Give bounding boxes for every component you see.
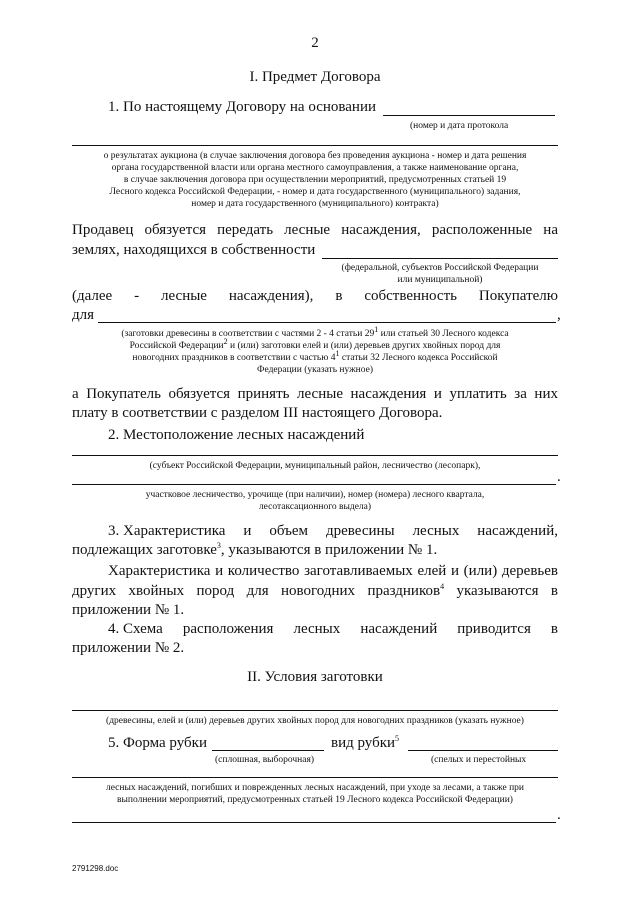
p3-word-5: лесных: [412, 523, 460, 539]
p3b-word-6: праздников$^4$: [367, 582, 445, 599]
p3b-word-7: указываются: [456, 583, 539, 599]
p3-word-4: древесины: [326, 523, 395, 539]
buyer-line-1: а Покупатель обязуется принять лесные насаждения и уплатить за них: [72, 386, 558, 402]
p3b-line-1: Характеристика и количество заготавливаемых елей и (или) деревьев: [108, 563, 558, 579]
location-hint-3: лесотаксационного выдела): [258, 502, 372, 512]
dalee-word-2: -: [134, 288, 140, 304]
seller-line-1: Продавец обязуется передать лесные насаждения, расположенные на: [72, 222, 558, 238]
form-hint: (сплошная, выборочная): [215, 755, 315, 765]
protocol-hint-line-4: Лесного кодекса Российской Федерации, - номер и дата государственного (муниципального) задания,: [109, 187, 521, 197]
p3b-word-4: для: [246, 583, 269, 599]
p3-word-1: 3. Характеристика: [108, 523, 226, 539]
location-fill-line-1: [72, 455, 558, 456]
dalee-word-7: Покупателю: [478, 288, 558, 304]
p4-word-3: лесных: [293, 621, 341, 637]
dlya-label: для: [72, 307, 95, 323]
purpose-hint-line-3: новогодних праздников в соответствии с частью $4^1$ статьи 32 Лесного кодекса Российской: [132, 348, 498, 363]
location-hint-1: (субъект Российской Федерации, муниципальный район, лесничество (лесопарк),: [149, 461, 481, 471]
protocol-hint: (номер и дата протокола: [410, 121, 509, 131]
purpose-hint-line-1: (заготовки древесины в соответствии с частями 2 - 4 статьи $29^1$ или статьей 30 Лесного кодекса: [121, 324, 509, 339]
p3b-word-1: других: [72, 583, 117, 599]
p5-kind-label: вид рубки$^5$: [331, 734, 400, 751]
p4-word-4: насаждений: [360, 621, 438, 637]
location-hint-2: участковое лесничество, урочище (при наличии), номер (номера) лесного квартала,: [145, 490, 485, 500]
section-1-heading: I. Предмет Договора: [249, 69, 381, 85]
p3-line-2: подлежащих заготовке$^3$, указываются в приложении № 1.: [72, 541, 438, 558]
purpose-hint-line-2: Российской Федерации$^2$ и (или) заготовки елей и (или) деревьев других хвойных пород для: [129, 336, 501, 351]
kind-hint-line-1: лесных насаждений, погибших и поврежденных лесных насаждений, при уходе за лесами, а также при: [105, 783, 525, 793]
protocol-hint-line-3: в случае заключения договора при осуществлении мероприятий, предусмотренных статьей 19: [123, 175, 507, 185]
p4-word-5: приводится: [457, 621, 531, 637]
seller-line-2: землях, находящихся в собственности: [72, 242, 316, 258]
purpose-hint-line-4: Федерации (указать нужное): [256, 365, 374, 375]
ownership-hint-1: (федеральной, субъектов Российской Федерации: [341, 263, 539, 273]
p4-word-6: в: [550, 621, 558, 637]
kind-fill-line-2: [72, 777, 558, 778]
kind-fill-line: [408, 750, 558, 751]
location-fill-line-2: [72, 484, 556, 485]
p3-line-1: [108, 522, 558, 541]
p3b-word-8: в: [550, 583, 558, 599]
protocol-hint-line-2: органа государственной власти или органа местного самоуправления, а также наименование органа,: [111, 163, 519, 173]
kind-hint-line-2: выполнении мероприятий, предусмотренных статьей 19 Лесного кодекса Российской Федерации): [117, 795, 513, 805]
protocol-hint-line-1: о результатах аукциона (в случае заключения договора без проведения аукциона - номер и дата решения: [103, 151, 527, 161]
final-dot: .: [557, 807, 561, 823]
p4-line-1: [108, 620, 558, 639]
ownership-fill-line: [322, 258, 558, 259]
p4-word-1: 4. Схема: [108, 621, 163, 637]
p3b-word-2: хвойных: [128, 583, 185, 599]
p3-word-3: объем: [269, 523, 309, 539]
p3b-word-5: новогодних: [281, 583, 356, 599]
dalee-word-6: собственность: [364, 288, 457, 304]
p2-location: 2. Местоположение лесных насаждений: [108, 427, 365, 443]
section-2-heading: II. Условия заготовки: [247, 669, 383, 685]
page-number: 2: [311, 35, 319, 51]
p3b-line-3: приложении № 1.: [72, 602, 185, 618]
protocol-fill-line-2: [72, 145, 558, 146]
purpose-fill-line: [98, 322, 556, 323]
dalee-line: [72, 287, 558, 306]
protocol-hint-line-5: номер и дата государственного (муниципального) контракта): [191, 199, 439, 209]
p3b-word-3: пород: [196, 583, 235, 599]
dalee-word-5: в: [335, 288, 343, 304]
p5-form-label: 5. Форма рубки: [108, 735, 207, 751]
final-fill-line: [72, 822, 556, 823]
protocol-fill-line: [383, 115, 555, 116]
ownership-hint-2: или муниципальной): [397, 275, 483, 285]
p1-lead: 1. По настоящему Договору на основании: [108, 99, 377, 115]
p3b-line-2: [72, 582, 558, 601]
p3-word-6: насаждений,: [477, 523, 558, 539]
location-dot: .: [557, 469, 561, 485]
p3-word-2: и: [243, 523, 252, 539]
purpose-comma: ,: [557, 307, 561, 323]
kind-hint: (спелых и перестойных: [431, 755, 527, 765]
form-fill-line: [212, 750, 324, 751]
p4-word-2: расположения: [182, 621, 274, 637]
doc-id: 2791298.doc: [72, 864, 119, 873]
buyer-line-2: плату в соответствии с разделом III настоящего Договора.: [72, 405, 443, 421]
dalee-word-1: (далее: [72, 288, 113, 304]
conditions-hint: (древесины, елей и (или) деревьев других хвойных пород для новогодних праздников (указать нужное): [106, 716, 524, 726]
dalee-word-3: лесные: [161, 288, 207, 304]
conditions-fill-line: [72, 710, 558, 711]
dalee-word-4: насаждения),: [228, 288, 314, 304]
p4-line-2: приложении № 2.: [72, 640, 185, 656]
